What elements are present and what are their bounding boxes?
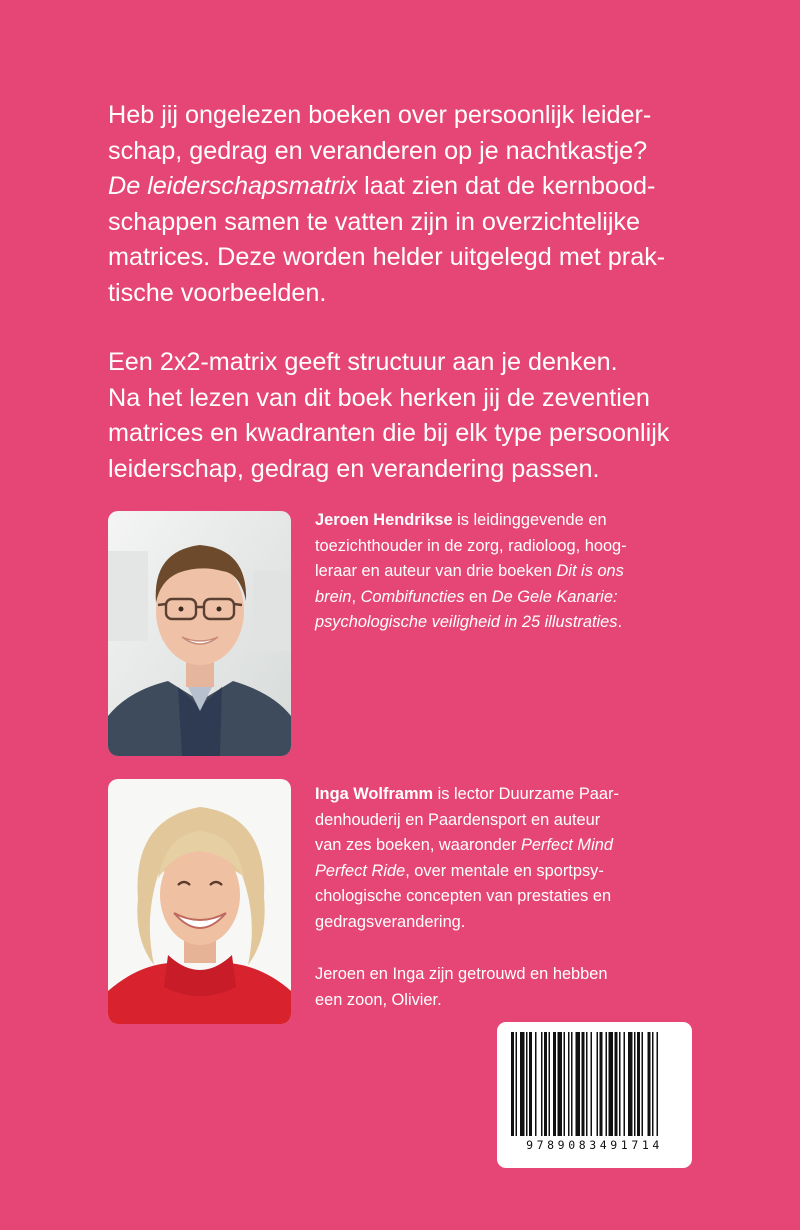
author-photo-jeroen xyxy=(108,511,291,756)
barcode-bar xyxy=(516,1032,518,1136)
barcode-bar xyxy=(597,1032,599,1136)
barcode-bar xyxy=(648,1032,651,1136)
bio-text: en xyxy=(464,587,492,606)
barcode-bar xyxy=(576,1032,581,1136)
book-title: De Gele Kanarie: xyxy=(491,587,618,606)
author-name: Inga Wolframm xyxy=(315,785,434,803)
blurb-text: laat zien dat de kernbood- xyxy=(357,172,656,200)
bio-text: is leidinggevende en xyxy=(452,511,607,529)
blurb-line: Een 2x2-matrix geeft structuur aan je denken. xyxy=(108,348,618,376)
isbn-barcode xyxy=(497,1022,692,1168)
isbn-digits: 9789083491714 xyxy=(526,1138,663,1152)
barcode-bar xyxy=(652,1032,654,1136)
barcode-bar xyxy=(606,1032,608,1136)
book-title: Combifuncties xyxy=(360,587,465,606)
book-title: brein xyxy=(315,587,352,606)
blurb-line: Heb jij ongelezen boeken over persoonlijk leider- xyxy=(108,101,652,129)
barcode-bar xyxy=(624,1032,626,1136)
barcode-bar xyxy=(586,1032,588,1136)
bio-line xyxy=(315,859,715,885)
barcode-bar xyxy=(628,1032,633,1136)
author-photo-inga xyxy=(108,779,291,1024)
bio-text: , xyxy=(351,587,361,606)
barcode-bar xyxy=(526,1032,528,1136)
barcode-bar xyxy=(535,1032,537,1136)
barcode-bar xyxy=(558,1032,563,1136)
bio-line: chologische concepten van prestaties en xyxy=(315,887,612,906)
barcode-bar xyxy=(511,1032,514,1136)
bio-line: gedragsverandering. xyxy=(315,912,466,931)
bio-line: toezichthouder in de zorg, radioloog, hoog- xyxy=(315,536,627,555)
bio-line xyxy=(315,610,715,636)
barcode-bar xyxy=(634,1032,636,1136)
barcode-bar xyxy=(568,1032,570,1136)
barcode-bar xyxy=(571,1032,573,1136)
blurb-line xyxy=(108,169,728,205)
author-bio-jeroen xyxy=(315,508,715,636)
blurb-line: tische voorbeelden. xyxy=(108,278,327,307)
bio-line xyxy=(315,585,715,611)
blurb-line: leiderschap, gedrag en verandering passen. xyxy=(108,454,600,483)
bio-text: is lector Duurzame Paar- xyxy=(433,785,619,803)
blurb-line: matrices en kwadranten die bij elk type persoonlijk xyxy=(108,419,670,447)
closing-note xyxy=(315,962,715,1013)
barcode-bar xyxy=(657,1032,659,1136)
blurb xyxy=(108,98,728,487)
bio-line xyxy=(315,833,715,859)
portrait-woman-smiling-icon xyxy=(108,779,291,1024)
book-title: De leiderschapsmatrix xyxy=(108,172,358,200)
closing-line: Jeroen en Inga zijn getrouwd en hebben xyxy=(315,965,608,983)
barcode-bar xyxy=(549,1032,551,1136)
barcode-bar xyxy=(564,1032,566,1136)
barcode-bar xyxy=(619,1032,621,1136)
blurb-line: matrices. Deze worden helder uitgelegd met prak- xyxy=(108,243,666,271)
barcode-bar xyxy=(582,1032,585,1136)
book-title: psychologische veiligheid in 25 illustraties xyxy=(315,613,618,632)
barcode-bar xyxy=(529,1032,532,1136)
closing-line: een zoon, Olivier. xyxy=(315,990,442,1009)
bio-text: leraar en auteur van drie boeken xyxy=(315,562,557,581)
author-name: Jeroen Hendrikse xyxy=(315,511,453,529)
bio-line xyxy=(315,782,715,808)
barcode-bar xyxy=(609,1032,614,1136)
barcode-bar xyxy=(520,1032,525,1136)
barcode-bar xyxy=(615,1032,618,1136)
blurb-line: schappen samen te vatten zijn in overzichtelijke xyxy=(108,207,641,236)
barcode-bar xyxy=(544,1032,547,1136)
barcode-bar xyxy=(642,1032,644,1136)
bio-text: , over mentale en sportpsy- xyxy=(405,861,604,880)
bio-line: denhouderij en Paardensport en auteur xyxy=(315,810,601,829)
bio-text: . xyxy=(617,613,623,632)
book-title: Perfect Ride xyxy=(315,861,406,880)
book-title: Perfect Mind xyxy=(520,836,613,855)
barcode-bar xyxy=(637,1032,640,1136)
blurb-line: schap, gedrag en veranderen op je nachtkastje? xyxy=(108,136,648,165)
portrait-man-glasses-icon xyxy=(108,511,291,756)
blurb-paragraph-2 xyxy=(108,345,728,487)
barcode-bar xyxy=(600,1032,603,1136)
blurb-paragraph-1 xyxy=(108,98,728,311)
bio-line xyxy=(315,559,715,585)
bio-line xyxy=(315,508,715,534)
book-title: Dit is ons xyxy=(556,562,624,581)
bio-text: van zes boeken, waaronder xyxy=(315,836,521,855)
barcode-bar xyxy=(553,1032,556,1136)
blurb-line: Na het lezen van dit boek herken jij de zeventien xyxy=(108,383,650,412)
barcode-bar xyxy=(591,1032,593,1136)
author-bio-inga xyxy=(315,782,715,936)
barcode-bar xyxy=(541,1032,543,1136)
